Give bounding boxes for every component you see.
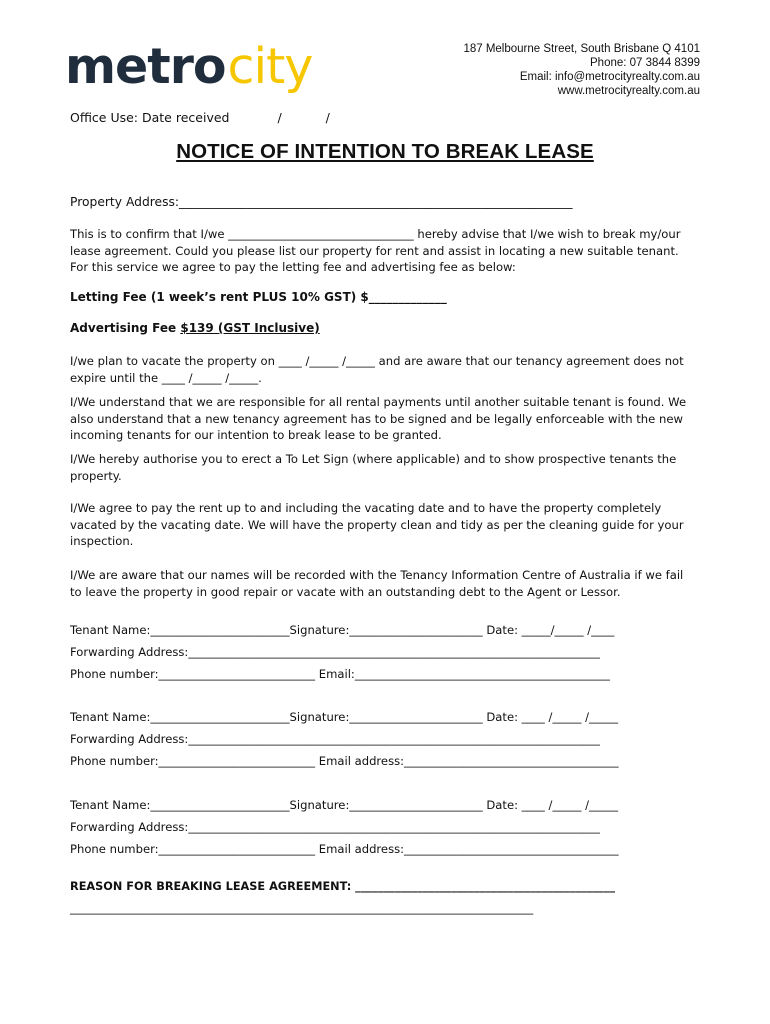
reason-label-line: REASON FOR BREAKING LEASE AGREEMENT: ______________________________________________ bbox=[70, 880, 615, 893]
advertising-fee-value: $139 (GST Inclusive) bbox=[180, 321, 320, 335]
contact-block bbox=[463, 42, 700, 98]
property-address-field: Property Address:________________________________________________________________ bbox=[70, 195, 573, 209]
contact-website: www.metrocityrealty.com.au bbox=[557, 85, 700, 97]
contact-address: 187 Melbourne Street, South Brisbane Q 4101 bbox=[463, 43, 700, 55]
tenant-3-phone-line: Phone number:___________________________ Email address:_____________________________________ bbox=[70, 842, 619, 856]
office-use-slash-2: / bbox=[325, 110, 330, 125]
contact-email: Email: info@metrocityrealty.com.au bbox=[519, 71, 700, 83]
tenant-3-forwarding-line: Forwarding Address:_______________________________________________________________________ bbox=[70, 820, 600, 834]
contact-phone: Phone: 07 3844 8399 bbox=[590, 57, 700, 69]
tenant-1-name-line: Tenant Name:________________________Signature:_______________________ Date: _____/_____ /____ bbox=[70, 623, 615, 637]
tenant-2-forwarding-line: Forwarding Address:_______________________________________________________________________ bbox=[70, 732, 600, 746]
tica-paragraph: I/We are aware that our names will be recorded with the Tenancy Information Centre of Australia if we fail to leave the property in good repair or vacate with an outstanding debt to the Agent or Lessor. bbox=[70, 568, 684, 599]
logo-city-text: city bbox=[227, 38, 313, 95]
advertising-fee-label: Advertising Fee bbox=[70, 321, 181, 335]
tenant-1-forwarding-line: Forwarding Address:_______________________________________________________________________ bbox=[70, 645, 600, 659]
tenant-3-name-line: Tenant Name:________________________Signature:_______________________ Date: ____ /_____ /_____ bbox=[70, 798, 619, 812]
tenant-2-phone-line: Phone number:___________________________ Email address:_____________________________________ bbox=[70, 754, 619, 768]
tenant-1-phone-line: Phone number:___________________________ Email:____________________________________________ bbox=[70, 667, 610, 681]
confirm-paragraph: This is to confirm that I/we ________________________________ hereby advise that I/we wish to break my/our lease agreement. Could you please list our property for rent and assist in locating a new suitable tenant. For this service we agree to pay the letting fee and advertising fee as below: bbox=[70, 227, 681, 274]
responsible-paragraph: I/We understand that we are responsible for all rental payments until another suitable tenant is found. We also understand that a new tenancy agreement has to be signed and be legally enforceable with the new incoming tenants for our intention to break lease to be granted. bbox=[70, 395, 687, 442]
sign-paragraph: I/We hereby authorise you to erect a To Let Sign (where applicable) and to show prospective tenants the property. bbox=[70, 452, 677, 483]
document-title: NOTICE OF INTENTION TO BREAK LEASE bbox=[176, 140, 594, 163]
letting-fee-line: Letting Fee (1 week’s rent PLUS 10% GST) $_____________ bbox=[70, 290, 447, 304]
vacate-paragraph: I/we plan to vacate the property on ____ /_____ /_____ and are aware that our tenancy agreement does not expire until the ____ /_____ /_____. bbox=[70, 354, 684, 385]
rent-paragraph: I/We agree to pay the rent up to and including the vacating date and to have the property completely vacated by the vacating date. We will have the property clean and tidy as per the cleaning guide for your inspection. bbox=[70, 501, 684, 548]
logo-metro-text: metro bbox=[65, 38, 226, 95]
tenant-2-name-line: Tenant Name:________________________Signature:_______________________ Date: ____ /_____ /_____ bbox=[70, 710, 619, 724]
advertising-fee-line bbox=[70, 321, 320, 335]
office-use-label: Office Use: Date received bbox=[70, 110, 230, 125]
office-use-line bbox=[70, 110, 330, 125]
reason-second-line: __________________________________________________________________________________ bbox=[70, 902, 534, 915]
metrocity-logo bbox=[65, 38, 312, 98]
office-use-slash-1: / bbox=[277, 110, 282, 125]
